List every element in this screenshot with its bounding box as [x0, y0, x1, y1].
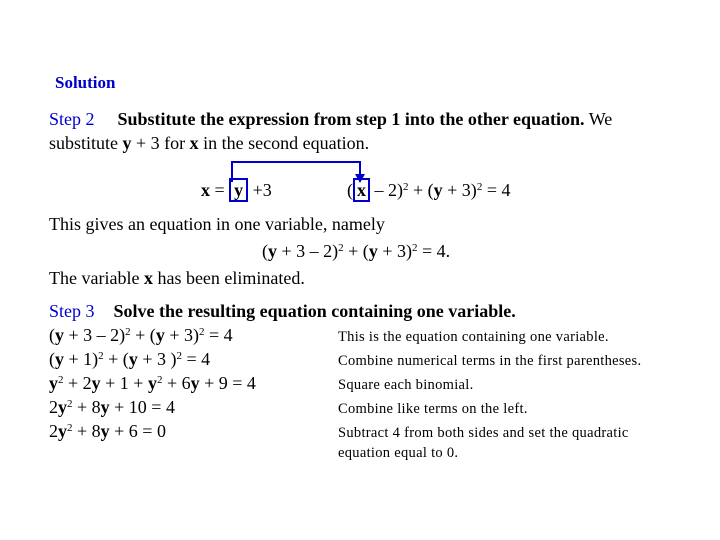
step-note-5-cont: equation equal to 0. — [338, 445, 459, 461]
variable: y — [91, 373, 101, 393]
step-note-5: Subtract 4 from both sides and set the quadratic — [338, 425, 629, 441]
var-y: y — [268, 241, 277, 261]
text: + 8 — [72, 421, 101, 441]
exponent: 2 — [98, 350, 104, 362]
variable: y — [49, 373, 58, 393]
var-y-boxed: y — [229, 178, 248, 202]
text: + 3 for — [131, 133, 190, 153]
exponent: 2 — [67, 422, 73, 434]
exponent: 2 — [156, 374, 163, 386]
variable: y — [100, 421, 110, 441]
paren: ( — [347, 180, 353, 200]
var-x: x — [143, 268, 153, 288]
step3-instruction: Solve the resulting equation containing one variable. — [113, 301, 516, 321]
text: The variable — [49, 268, 144, 288]
equation-row-3 — [49, 373, 256, 394]
var-x-boxed: x — [353, 178, 370, 202]
text: + 3) — [377, 241, 412, 261]
text: = 4 — [482, 180, 511, 200]
step2-we: We — [584, 109, 613, 129]
exponent: 2 — [411, 242, 418, 254]
step3-label: Step 3 — [49, 301, 95, 321]
text: – 2) — [370, 180, 403, 200]
text: + 3) — [164, 325, 199, 345]
text: 2 — [49, 397, 58, 417]
variable: y — [147, 373, 157, 393]
substitution-eq1 — [201, 180, 272, 201]
text: +3 — [248, 180, 272, 200]
equation-row-2 — [49, 349, 210, 370]
text: + 10 = 4 — [109, 397, 175, 417]
text: + ( — [130, 325, 156, 345]
text: + 9 = 4 — [199, 373, 256, 393]
text: has been eliminated. — [152, 268, 305, 288]
text: + 6 = 0 — [109, 421, 166, 441]
variable: y — [128, 349, 138, 369]
exponent: 2 — [58, 374, 64, 386]
text: + 3 – 2) — [64, 325, 126, 345]
step2-label: Step 2 — [49, 109, 95, 129]
exponent: 2 — [403, 181, 409, 193]
text: + 1) — [64, 349, 99, 369]
variable: y — [100, 397, 110, 417]
var-x: x — [201, 180, 210, 200]
substitution-eq2 — [347, 180, 510, 201]
exponent: 2 — [476, 181, 483, 193]
step3-line — [49, 301, 516, 322]
text: + 3) — [442, 180, 477, 200]
variable: y — [58, 421, 67, 441]
text: + ( — [408, 180, 434, 200]
text: + 1 + — [100, 373, 148, 393]
text: + 6 — [162, 373, 191, 393]
text: = 4 — [204, 325, 233, 345]
text: + 3 – 2) — [277, 241, 339, 261]
var-y: y — [368, 241, 378, 261]
text: + 3 ) — [137, 349, 177, 369]
step-note-2: Combine numerical terms in the first parentheses. — [338, 353, 642, 369]
exponent: 2 — [338, 242, 344, 254]
variable: y — [55, 325, 64, 345]
exponent: 2 — [67, 398, 73, 410]
exponent: 2 — [176, 350, 182, 362]
gives-equation — [262, 241, 450, 262]
text: ( — [49, 349, 55, 369]
text: + ( — [103, 349, 129, 369]
variable: y — [55, 349, 64, 369]
text: substitute — [49, 133, 123, 153]
equals: = — [210, 180, 230, 200]
equation-row-4 — [49, 397, 175, 418]
text: + ( — [343, 241, 369, 261]
text: = 4 — [181, 349, 211, 369]
var-y: y — [433, 180, 443, 200]
variable: y — [190, 373, 200, 393]
var-x: x — [189, 133, 199, 153]
arrow-path — [232, 162, 360, 182]
gives-line3 — [49, 268, 305, 289]
step-note-1: This is the equation containing one variable. — [338, 329, 609, 345]
step2-instruction: Substitute the expression from step 1 into the other equation. — [117, 109, 585, 129]
text: in the second equation. — [198, 133, 370, 153]
gives-line1: This gives an equation in one variable, namely — [49, 214, 385, 234]
step-note-4: Combine like terms on the left. — [338, 401, 528, 417]
text: = 4. — [417, 241, 451, 261]
paren: ( — [262, 241, 268, 261]
variable: y — [58, 397, 67, 417]
solution-heading: Solution — [55, 73, 116, 92]
var-y: y — [122, 133, 132, 153]
text: 2 — [49, 421, 58, 441]
exponent: 2 — [125, 326, 131, 338]
text: + 8 — [72, 397, 101, 417]
equation-row-1 — [49, 325, 233, 346]
text: ( — [49, 325, 55, 345]
text: + 2 — [63, 373, 92, 393]
step-note-3: Square each binomial. — [338, 377, 474, 393]
exponent: 2 — [198, 326, 205, 338]
equation-row-5 — [49, 421, 166, 442]
variable: y — [155, 325, 165, 345]
